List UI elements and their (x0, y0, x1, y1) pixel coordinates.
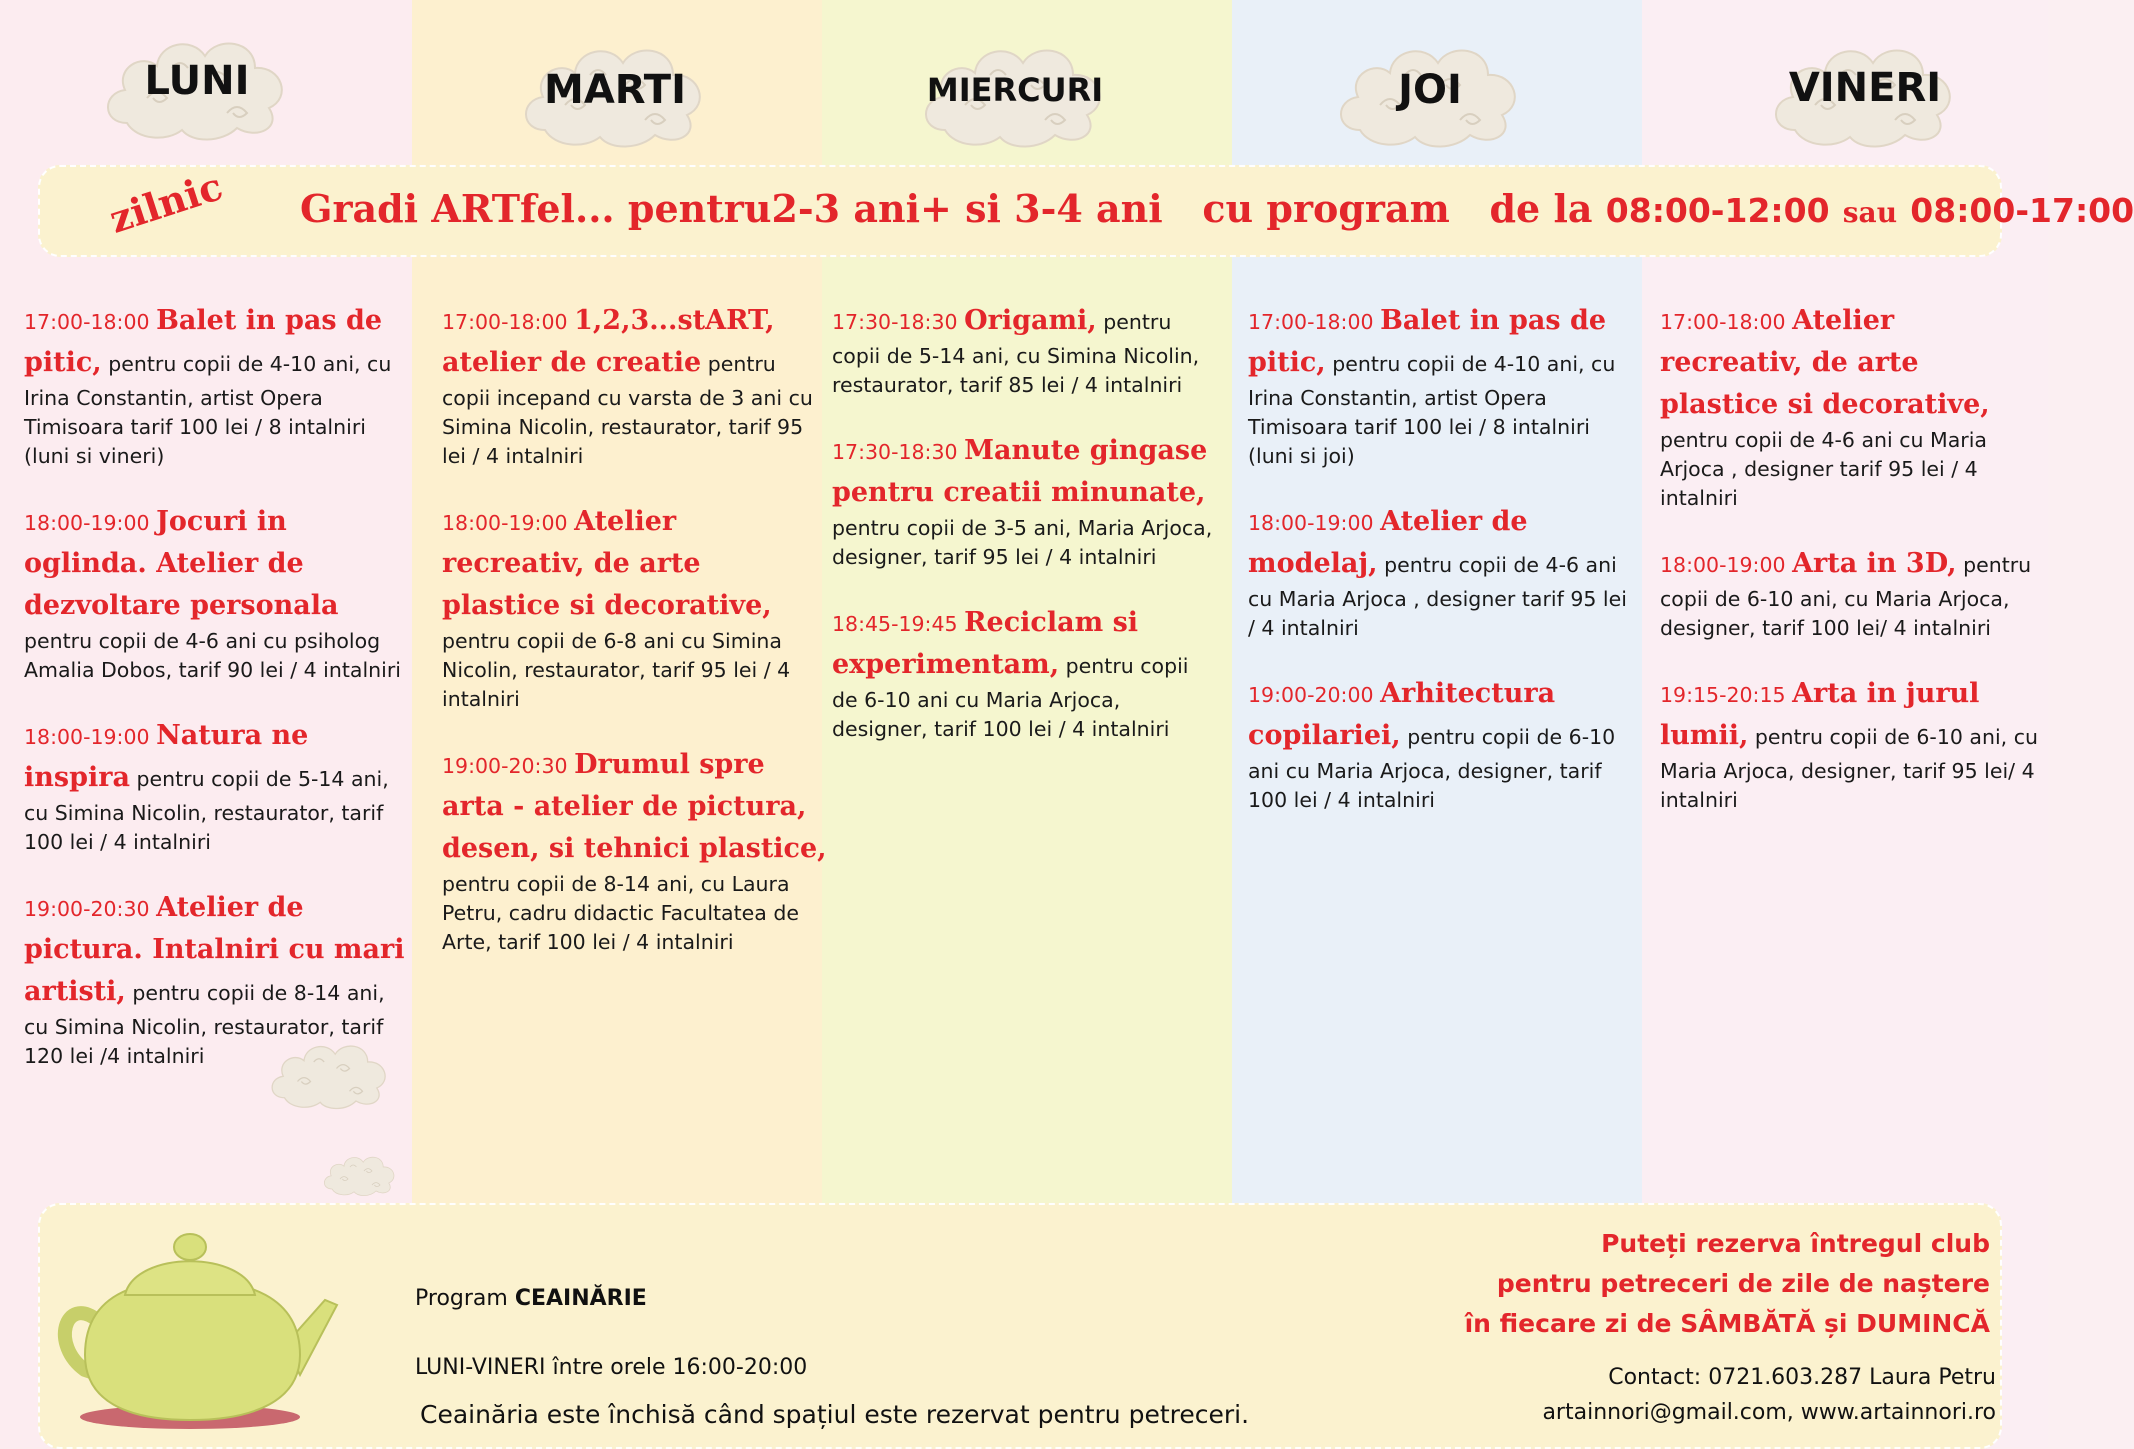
activities-miercuri (832, 300, 1217, 774)
teahouse-hours: LUNI-VINERI între orele 16:00-20:00 (415, 1355, 808, 1380)
activity-item (1248, 501, 1633, 643)
activity-item (1660, 543, 2045, 643)
activity-details: pentru copii de 6-10 ani, cu Maria Arjoca, designer, tarif 95 lei/ 4 intalniri (1660, 725, 2038, 812)
activity-details: pentru copii de 3-5 ani, Maria Arjoca, designer, tarif 95 lei / 4 intalniri (832, 516, 1213, 569)
banner-hours-1: 08:00-12:00 (1605, 191, 1830, 230)
activity-details: pentru copii de 6-10 ani cu Maria Arjoca, designer, tarif 100 lei / 4 intalniri (832, 654, 1189, 741)
activity-title: Natura ne inspira (24, 720, 309, 793)
activities-luni (24, 300, 409, 1101)
activity-title: Arta in jurul lumii, (1660, 678, 1980, 751)
activities-joi (1248, 300, 1633, 845)
activity-item (442, 501, 827, 714)
activity-time: 17:00-18:00 (24, 310, 150, 334)
activity-item (24, 300, 409, 471)
day-header-vineri (1755, 35, 1975, 155)
activity-time: 17:30-18:30 (832, 310, 958, 334)
activity-time: 19:15-20:15 (1660, 683, 1786, 707)
teahouse-program-title (415, 1286, 647, 1311)
activity-time: 18:45-19:45 (832, 612, 958, 636)
activity-item (1660, 300, 2045, 513)
contact-info (1396, 1360, 1996, 1430)
activity-time: 17:30-18:30 (832, 440, 958, 464)
activity-title: Manute gingase pentru creatii minunate, (832, 435, 1208, 508)
activity-item (1248, 300, 1633, 471)
activity-item (1248, 673, 1633, 815)
activity-details: pentru copii de 4-6 ani cu Maria Arjoca , designer tarif 95 lei / 4 intalniri (1248, 553, 1627, 640)
teapot-icon (55, 1225, 345, 1435)
contact-phone: Contact: 0721.603.287 Laura Petru (1608, 1365, 1996, 1390)
day-header-miercuri (910, 35, 1120, 155)
day-header-luni (92, 28, 302, 148)
banner-from-label: de la (1489, 186, 1593, 231)
activity-item (832, 430, 1217, 572)
activity-title: Balet in pas de pitic, (24, 305, 383, 378)
activity-time: 17:00-18:00 (1660, 310, 1786, 334)
day-header-marti (510, 35, 720, 155)
activity-title: Atelier de modelaj, (1248, 506, 1528, 579)
activity-details: pentru copii de 6-8 ani cu Simina Nicolin, restaurator, tarif 95 lei / 4 intalniri (442, 629, 791, 711)
activity-item (442, 744, 827, 957)
reservation-line: în fiecare zi de SÂMBĂTĂ și DUMINCĂ (1464, 1309, 1990, 1338)
activity-time: 18:00-19:00 (1660, 553, 1786, 577)
activity-details: pentru copii de 6-10 ani cu Maria Arjoca, designer, tarif 100 lei / 4 intalniri (1248, 725, 1616, 812)
daily-label: zilnic (103, 163, 228, 242)
banner-text (300, 186, 2134, 231)
activity-details: pentru copii de 4-10 ani, cu Irina Constantin, artist Opera Timisoara tarif 100 lei / 8 intalniri (luni si joi) (1248, 352, 1616, 468)
activities-marti (442, 300, 827, 987)
activity-time: 19:00-20:30 (442, 754, 568, 778)
activity-time: 19:00-20:30 (24, 897, 150, 921)
teahouse-name: CEAINĂRIE (514, 1286, 647, 1311)
activity-item (1660, 673, 2045, 815)
banner-program-title: Gradi ARTfel... pentru2-3 ani+ si 3-4 ani (300, 186, 1163, 231)
day-label: VINERI (1788, 65, 1942, 111)
activity-title: Origami, (964, 305, 1097, 336)
banner-program-label: cu program (1202, 186, 1450, 231)
activity-details: pentru copii de 4-6 ani cu Maria Arjoca , designer tarif 95 lei / 4 intalniri (1660, 428, 1987, 510)
activity-title: Atelier recreativ, de arte plastice si decorative, (1660, 305, 1990, 420)
activity-time: 17:00-18:00 (1248, 310, 1374, 334)
banner-hours-2: 08:00-17:00 (1910, 191, 2134, 230)
activity-details: pentru copii de 8-14 ani, cu Simina Nicolin, restaurator, tarif 120 lei /4 intalniri (24, 981, 385, 1068)
reservation-line: Puteți rezerva întregul club (1601, 1229, 1990, 1258)
day-label: MARTI (544, 67, 686, 113)
reservation-info (1350, 1224, 1990, 1344)
activity-title: Balet in pas de pitic, (1248, 305, 1607, 378)
activity-item (832, 300, 1217, 400)
activity-time: 18:00-19:00 (24, 511, 150, 535)
activity-details: pentru copii de 4-10 ani, cu Irina Constantin, artist Opera Timisoara tarif 100 lei / 8 intalniri (luni si vineri) (24, 352, 392, 468)
banner-or-label: sau (1842, 196, 1898, 229)
day-label: MIERCURI (926, 71, 1104, 109)
teahouse-program-label: Program (415, 1286, 508, 1311)
activity-title: Jocuri in oglinda. Atelier de dezvoltare personala (24, 506, 339, 621)
activity-item (832, 602, 1217, 744)
activities-vineri (1660, 300, 2045, 845)
day-label: LUNI (144, 58, 250, 104)
cloud-icon (265, 1035, 395, 1115)
activity-details: pentru copii incepand cu varsta de 3 ani cu Simina Nicolin, restaurator, tarif 95 lei / 4 intalniri (442, 352, 813, 468)
activity-details: pentru copii de 8-14 ani, cu Laura Petru, cadru didactic Facultatea de Arte, tarif 100 lei / 4 intalniri (442, 872, 799, 954)
activity-details: pentru copii de 5-14 ani, cu Simina Nicolin, restaurator, tarif 85 lei / 4 intalniri (832, 310, 1200, 397)
cloud-icon (320, 1150, 400, 1200)
activity-title: Drumul spre arta - atelier de pictura, desen, si tehnici plastice, (442, 749, 827, 864)
activity-time: 17:00-18:00 (442, 310, 568, 334)
activity-item (442, 300, 827, 471)
activity-time: 19:00-20:00 (1248, 683, 1374, 707)
activity-details: pentru copii de 5-14 ani, cu Simina Nicolin, restaurator, tarif 100 lei / 4 intalniri (24, 767, 389, 854)
day-label: JOI (1398, 67, 1462, 113)
activity-time: 18:00-19:00 (1248, 511, 1374, 535)
activity-time: 18:00-19:00 (24, 725, 150, 749)
teahouse-note: Ceainăria este închisă când spațiul este rezervat pentru petreceri. (420, 1400, 1250, 1429)
activity-details: pentru copii de 4-6 ani cu psiholog Amalia Dobos, tarif 90 lei / 4 intalniri (24, 629, 401, 682)
activity-title: 1,2,3...stART, atelier de creatie (442, 305, 775, 378)
day-header-joi (1325, 35, 1535, 155)
activity-details: pentru copii de 6-10 ani, cu Maria Arjoca, designer, tarif 100 lei/ 4 intalniri (1660, 553, 2032, 640)
reservation-line: pentru petreceri de zile de naștere (1496, 1269, 1990, 1298)
activity-title: Arta in 3D, (1792, 548, 1957, 579)
activity-title: Reciclam si experimentam, (832, 607, 1139, 680)
activity-title: Atelier de pictura. Intalniri cu mari artisti, (24, 892, 405, 1007)
activity-time: 18:00-19:00 (442, 511, 568, 535)
contact-email-web: artainnori@gmail.com, www.artainnori.ro (1542, 1400, 1996, 1425)
activity-item (24, 501, 409, 685)
activity-title: Arhitectura copilariei, (1248, 678, 1556, 751)
activity-title: Atelier recreativ, de arte plastice si decorative, (442, 506, 772, 621)
activity-item (24, 715, 409, 857)
